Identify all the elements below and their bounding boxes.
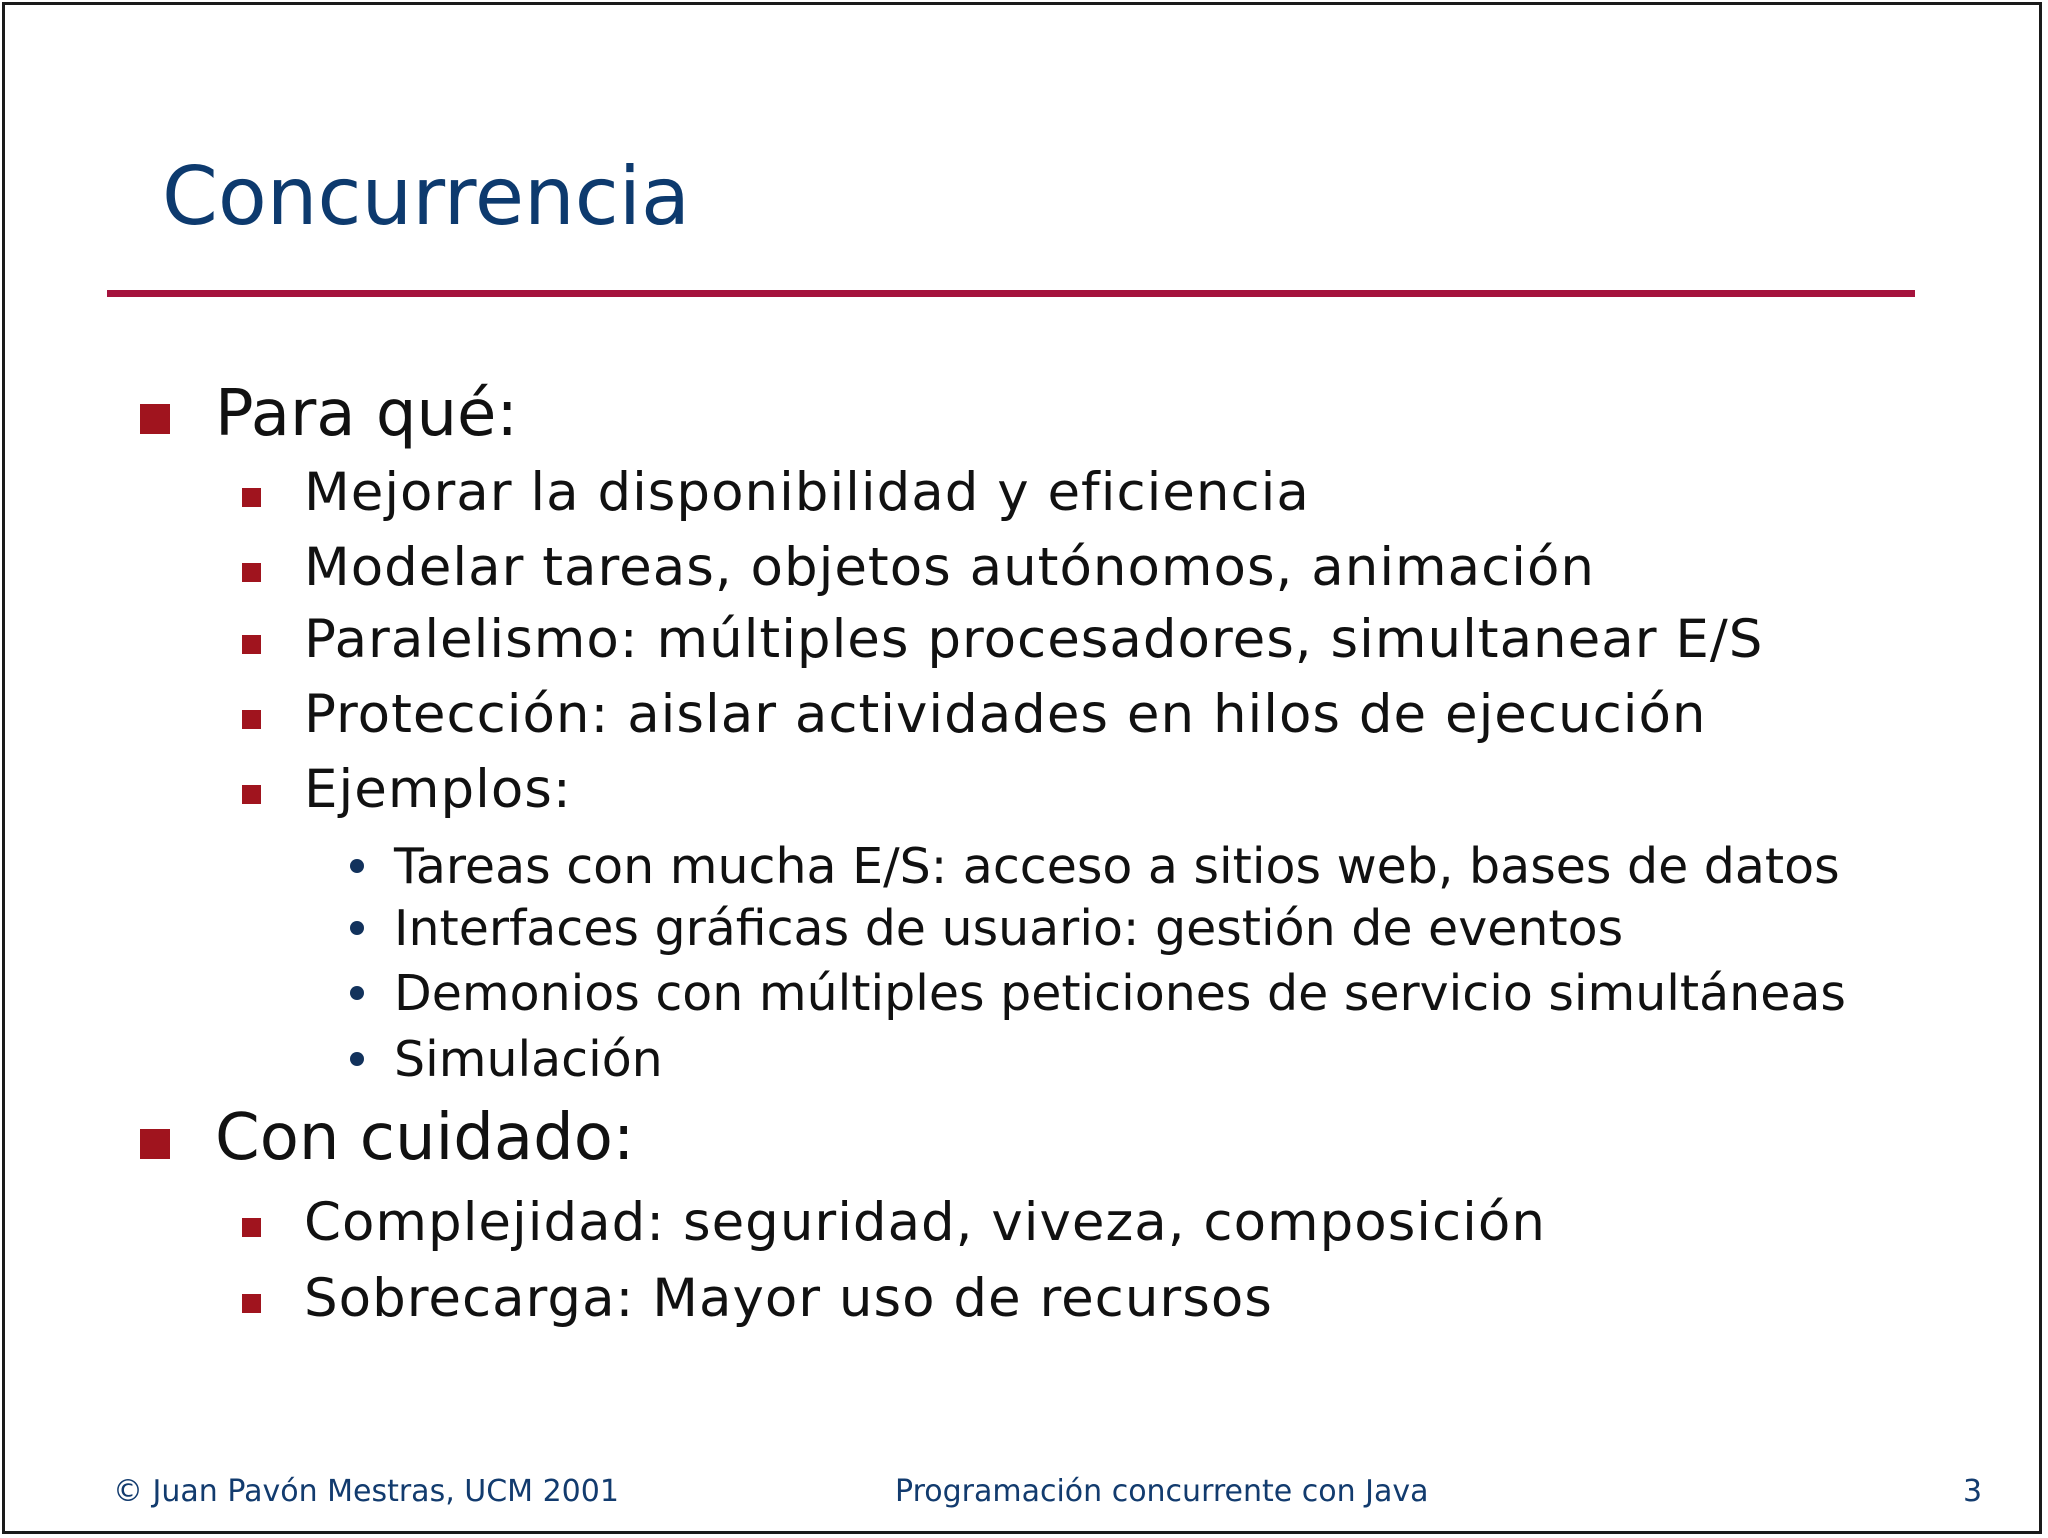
list-item-text: Ejemplos: (304, 759, 572, 820)
round-bullet-icon (350, 986, 364, 1000)
list-item-text: Protección: aislar actividades en hilos de ejecución (304, 684, 1707, 745)
square-bullet-icon (242, 710, 261, 729)
square-bullet-icon (242, 785, 261, 804)
square-bullet-icon (140, 1129, 170, 1159)
section-heading-text: Con cuidado: (215, 1101, 635, 1175)
slide-body (5, 5, 2039, 1531)
footer-page-number: 3 (1963, 1474, 1983, 1509)
sub-list-item-text: Tareas con mucha E/S: acceso a sitios web, bases de datos (394, 838, 1840, 895)
footer-course-title: Programación concurrente con Java (895, 1474, 1429, 1509)
square-bullet-icon (242, 1294, 261, 1313)
list-item-text: Sobrecarga: Mayor uso de recursos (304, 1268, 1273, 1329)
square-bullet-icon (242, 1218, 261, 1237)
list-item-text: Mejorar la disponibilidad y eficiencia (304, 462, 1310, 523)
square-bullet-icon (242, 488, 261, 507)
round-bullet-icon (350, 921, 364, 935)
sub-list-item-text: Interfaces gráficas de usuario: gestión de eventos (394, 900, 1624, 957)
footer-copyright: © Juan Pavón Mestras, UCM 2001 (113, 1474, 619, 1509)
round-bullet-icon (350, 1052, 364, 1066)
list-item-text: Complejidad: seguridad, viveza, composición (304, 1192, 1546, 1253)
list-item-text: Modelar tareas, objetos autónomos, animación (304, 537, 1596, 598)
square-bullet-icon (242, 563, 261, 582)
sub-list-item-text: Demonios con múltiples peticiones de servicio simultáneas (394, 965, 1846, 1022)
section-heading-text: Para qué: (215, 377, 518, 451)
square-bullet-icon (242, 635, 261, 654)
square-bullet-icon (140, 404, 170, 434)
sub-list-item-text: Simulación (394, 1031, 663, 1088)
round-bullet-icon (350, 859, 364, 873)
list-item-text: Paralelismo: múltiples procesadores, simultanear E/S (304, 609, 1764, 670)
slide (2, 2, 2042, 1534)
slide-title: Concurrencia (162, 150, 690, 243)
